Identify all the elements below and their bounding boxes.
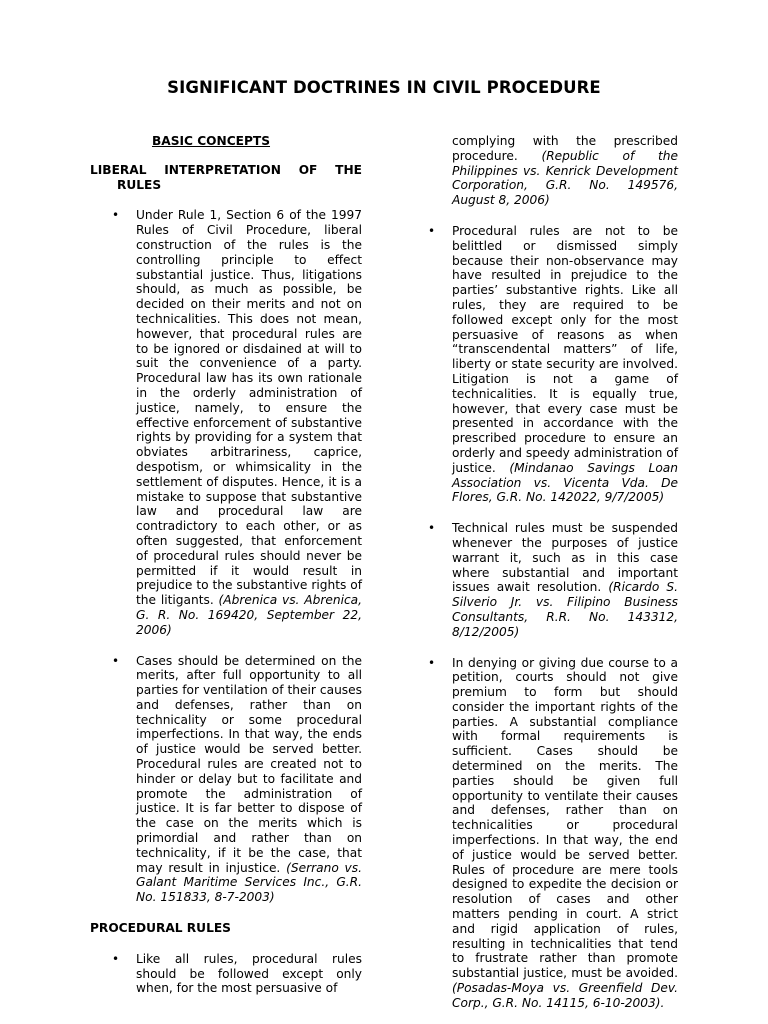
liberal-heading-line1: LIBERAL INTERPRETATION OF THE	[90, 162, 362, 177]
item-text: Procedural rules are not to be belittled or dismissed simply because their non-observance may have resulted in prejudice to the parties’ substantive rights. Like all rules, they are required to be followed except only for the most persuasive of reasons as when “transcendental matters” of life, liberty or state security are involved. Litigation is not a game of technicalities. It is equally true, however, that every case must be presented in accordance with the prescribed procedure to ensure an orderly and speedy administration of justice.	[452, 223, 678, 475]
document-title: SIGNIFICANT DOCTRINES IN CIVIL PROCEDURE	[167, 78, 601, 97]
list-item	[90, 952, 362, 996]
continued-text: complying with the prescribed procedure.	[452, 134, 678, 163]
bullet-icon: •	[112, 951, 120, 966]
procedural-rules-heading: PROCEDURAL RULES	[90, 921, 231, 936]
list-item	[90, 208, 362, 637]
item-text: Technical rules must be suspended whenever the purposes of justice warrant it, such as in this case where substantial and important issues await resolution.	[452, 521, 678, 595]
basic-concepts-heading: BASIC CONCEPTS	[151, 134, 271, 148]
left-column	[90, 134, 362, 996]
item-citation: (Posadas-Moya vs. Greenfield Dev. Corp., G.R. No. 14115, 6-10-2003).	[452, 981, 678, 1010]
item-text: Cases should be determined on the merits, after full opportunity to all parties for ventilation of their causes and defenses, rather than on technicality or some procedural imperfections. In that way, the ends of justice would be served better. Procedural rules are created not to hinder or delay but to facilitate and promote the administration of justice. It is far better to dispose of the case on the merits which is primordial and rather than on technicality, if it be the case, that may result in injustice.	[136, 653, 362, 875]
list-item	[90, 654, 362, 906]
continued-paragraph	[426, 134, 678, 208]
bullet-icon: •	[428, 655, 436, 670]
liberal-heading-line2: RULES	[117, 177, 162, 192]
item-citation: (Serrano vs. Galant Maritime Services Inc., G.R. No. 151833, 8-7-2003)	[136, 860, 362, 905]
item-citation: (Mindanao Savings Loan Association vs. Vicenta Vda. De Flores, G.R. No. 142022, 9/7/2005)	[452, 460, 678, 505]
list-item	[426, 521, 678, 639]
item-citation: (Abrenica vs. Abrenica, G. R. No. 169420, September 22, 2006)	[136, 593, 362, 637]
bullet-icon: •	[112, 653, 120, 668]
bullet-icon: •	[428, 521, 436, 536]
list-item	[426, 656, 678, 1011]
bullet-icon: •	[112, 208, 120, 223]
right-column	[426, 134, 678, 1011]
bullet-icon: •	[428, 223, 436, 238]
item-text: In denying or giving due course to a petition, courts should not give premium to form but should consider the important rights of the parties. A substantial compliance with formal requirements is sufficient. Cases should be determined on the merits. The parties should be given full opportunity to ventilate their causes and defenses, rather than on technicalities or procedural imperfections. In that way, the end of justice would be served better. Rules of procedure are mere tools designed to expedite the decision or resolution of cases and other matters pending in court. A strict and rigid application of rules, resulting in technicalities that tend to frustrate rather than promote substantial justice, must be avoided.	[452, 655, 678, 981]
item-text: Under Rule 1, Section 6 of the 1997 Rules of Civil Procedure, liberal construction of the rules is the controlling principle to effect substantial justice. Thus, litigations should, as much as possible, be decided on their merits and not on technicalities. This does not mean, however, that procedural rules are to be ignored or disdained at will to suit the convenience of a party. Procedural law has its own rationale in the orderly administration of justice, namely, to ensure the effective enforcement of substantive rights by providing for a system that obviates arbitrariness, caprice, despotism, or whimsicality in the settlement of disputes. Hence, it is a mistake to suppose that substantive law and procedural law are contradictory to each other, or as often suggested, that enforcement of procedural rules should never be permitted if it would result in prejudice to the substantive rights of the litigants.	[136, 208, 362, 608]
liberal-interpretation-heading	[90, 163, 362, 193]
item-citation: (Ricardo S. Silverio Jr. vs. Filipino Business Consultants, R.R. No. 143312, 8/12/2005)	[452, 580, 679, 639]
continued-citation: (Republic of the Philippines vs. Kenrick Development Corporation, G.R. No. 149576, August 8, 2006)	[452, 148, 679, 208]
item-text: Like all rules, procedural rules should be followed except only when, for the most persuasive of	[136, 951, 362, 996]
list-item	[426, 224, 678, 505]
